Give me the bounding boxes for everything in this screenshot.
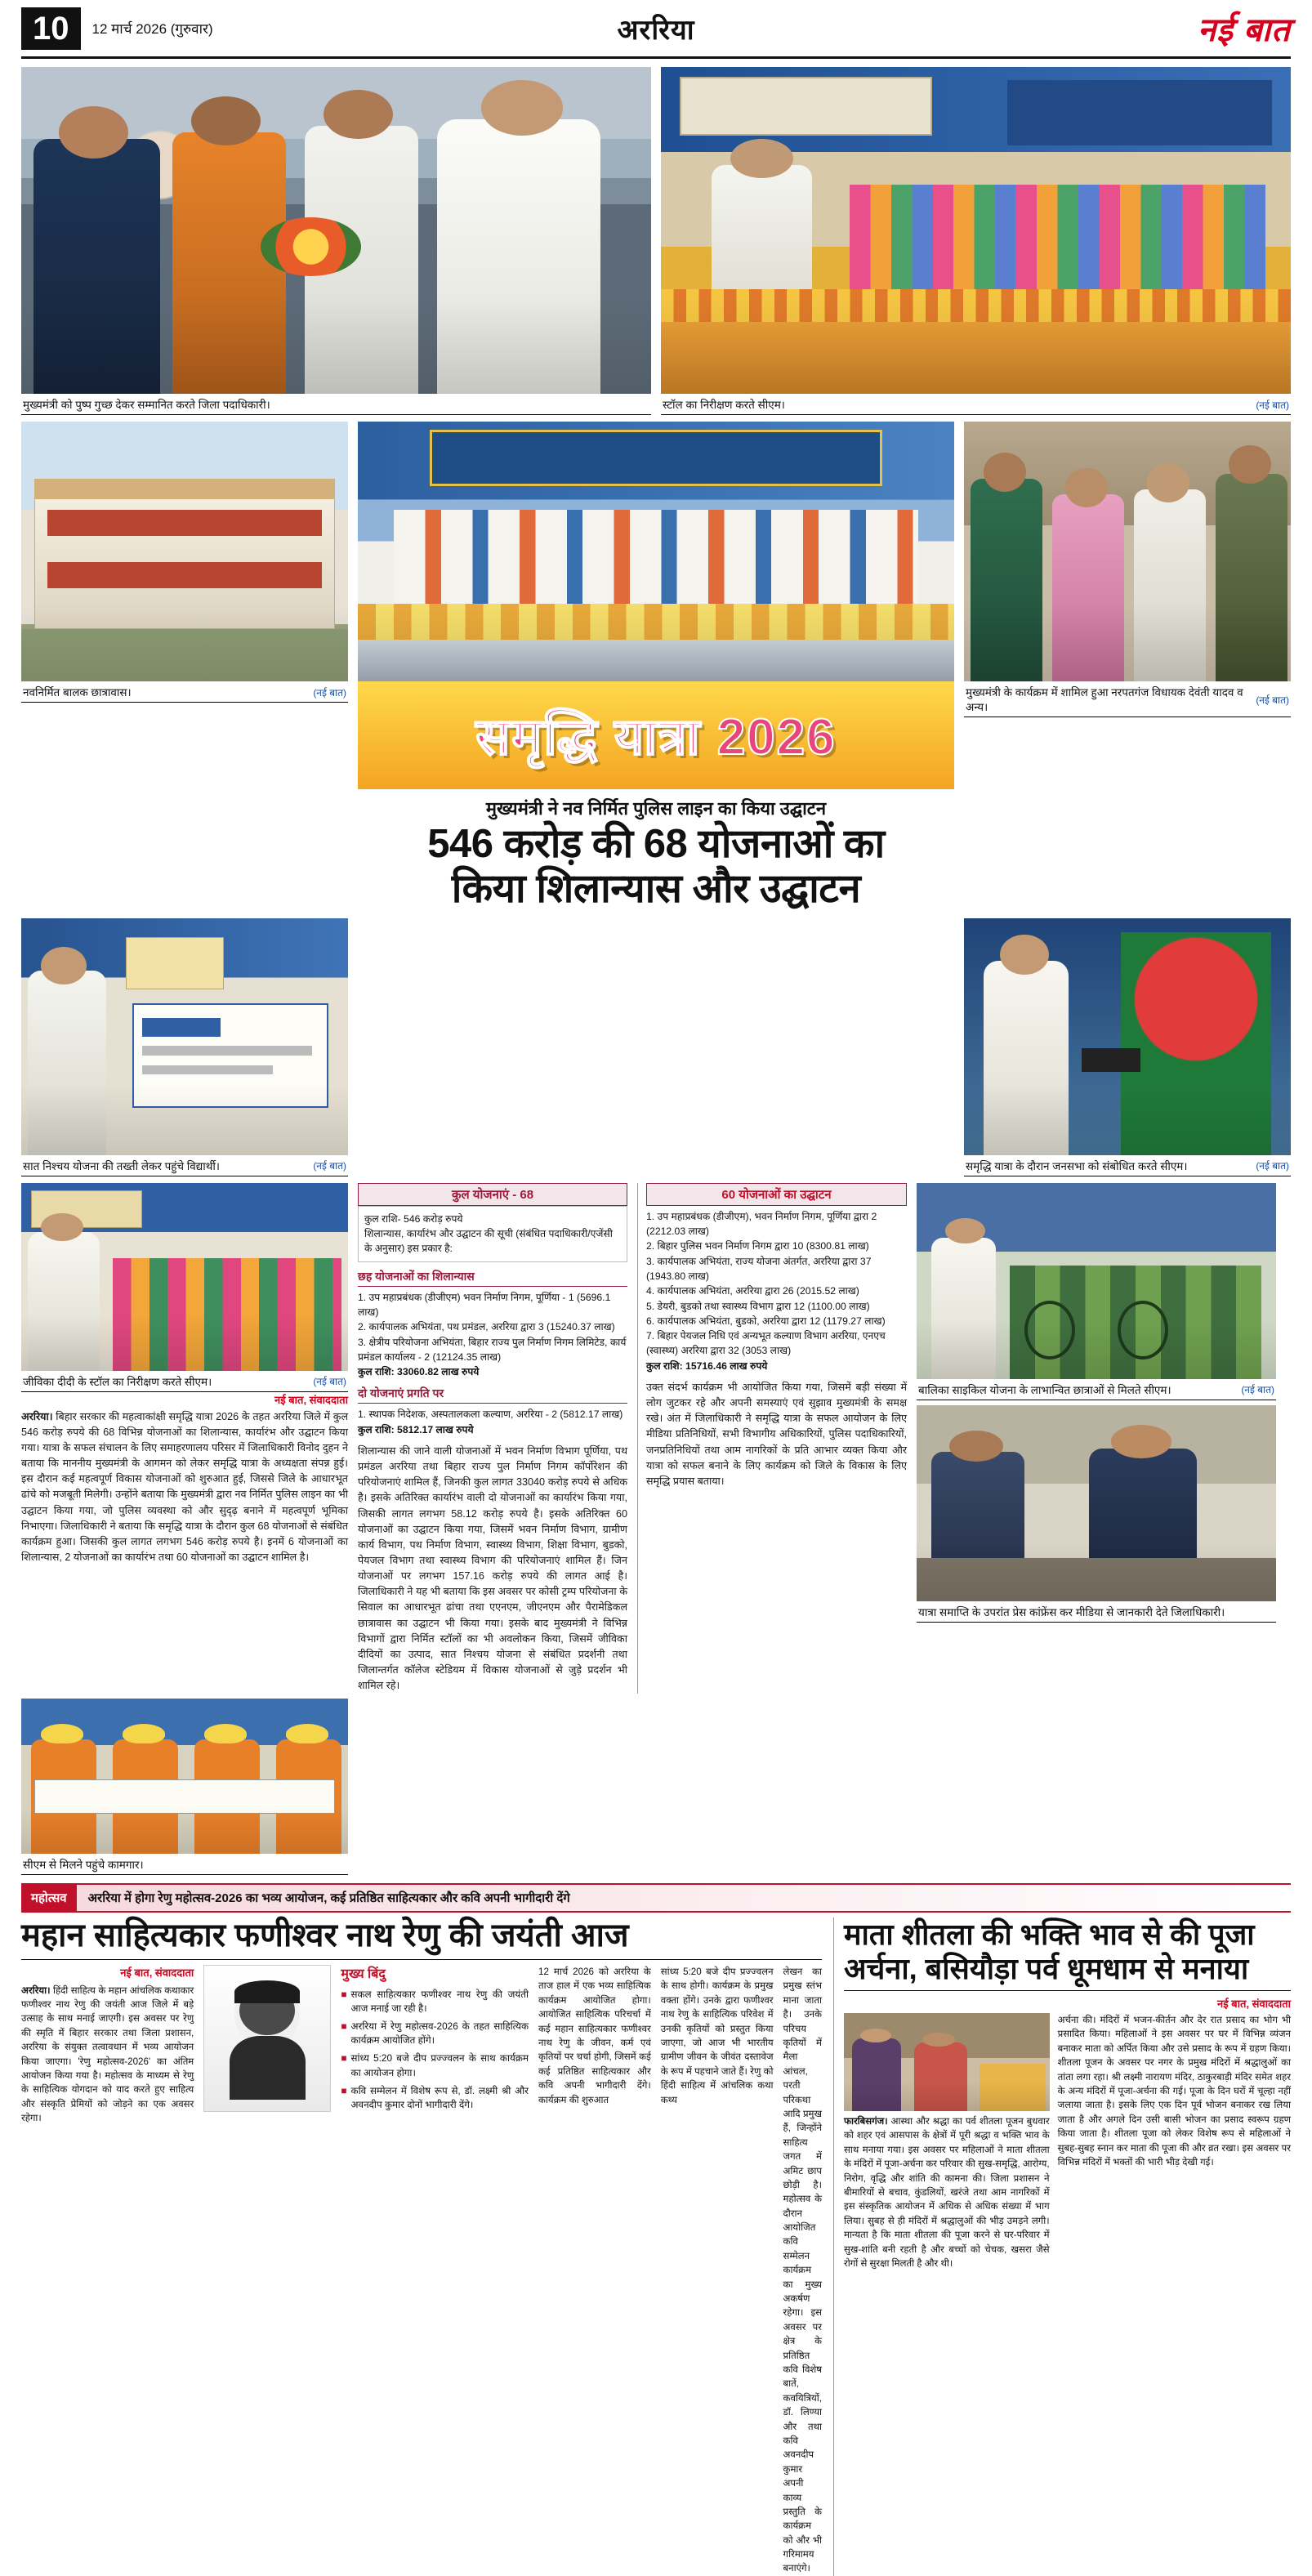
edition-title: अररिया [617,14,695,46]
photo-caption-6: समृद्धि यात्रा के दौरान जनसभा को संबोधित करते सीएम। (नई बात) [964,1155,1291,1176]
bullet-icon: ■ [341,2084,347,2096]
lead-body-a: अररिया। बिहार सरकार की महत्वाकांक्षी समृद्धि यात्रा 2026 के तहत अररिया जिले में कुल 546 करोड़ रुपये की 68 विभिन्न योजनाओं का शिलान्यास, कार्यारंभ और उद्घाटन किया गया। यात्रा के सफल संचालन के लिए समाहरणालय परिसर में जिलाधिकारी विनोद दुहन ने बताया कि माननीय मुख्यमंत्री के आगमन को लेकर समृद्धि यात्रा के अध्यक्षता संपन्न हुई। इस दौरान कई महत्वपूर्ण विकास योजनाओं को शुरुआत हुई, जिससे जिले के आधारभूत ढांचे को मजबूती मिलेगी। उन्होंने बताया कि मुख्यमंत्री द्वारा नव निर्मित पुलिस लाइन का भी उद्घाटन किया गया, जो पुलिस व्यवस्था को और सुदृढ़ बनाने में महत्वपूर्ण भूमिका निभाएगा। जिलाधिकारी ने बताया कि समृद्धि यात्रा के दौरान कुल 68 योजनाओं से संबंधित कार्यक्रम हुआ। जिसकी कुल लागत लगभग 546 करोड़ रुपये है। इनमें 6 योजनाओं का शिलान्यास, 2 योजनाओं का कार्यारंभ तथा 60 योजनाओं का उद्घाटन शामिल है। [21,1410,348,1564]
photo-block-4 [964,422,1291,912]
box-pragati-title: दो योजनाएं प्रगति पर [358,1386,627,1404]
mukhya-bindu-item: ■ अररिया में रेणु महोत्सव-2026 के तहत साहित्यिक कार्यक्रम आयोजित होंगे। [341,2020,529,2047]
story2-dateline: अररिया। [21,1984,51,1996]
lead-body-c: उक्त संदर्भ कार्यक्रम भी आयोजित किया गया, जिसमें बड़ी संख्या में लोग जुटकर रहे और अपनी समस्याएं एवं सुझाव मुख्यमंत्री के समक्ष रखे। अंत में जिलाधिकारी ने समृद्धि यात्रा के सफल आयोजन के लिए मीडिया प्रतिनिधियों, सभी विभागीय अधिकारियों, पुलिस पदाधिकारियों, जनप्रतिनिधियों तथा आम नागरिकों के प्रति आभार व्यक्त किया और यात्रा को सफल बनाने के लिए कार्यक्रम को जिले के विकास के लिए समृद्धि प्रयास बताया। [646,1382,907,1487]
photo-caption-9: सीएम से मिलने पहुंचे कामगार। [21,1854,348,1875]
photo-block-5 [21,918,348,1176]
temple-photo [844,2013,1050,2111]
story3-col1: फारबिसगंज। आस्था और श्रद्धा का पर्व शीतला पूजन बुधवार को शहर एवं आसपास के क्षेत्रों में पूरी श्रद्धा व भक्ति भाव के साथ मनाया गया। इस अवसर पर महिलाओं ने माता शीतला के मंदिरों में पूजा-अर्चना कर परिवार की सुख-समृद्धि, आरोग्य, निरोग, वृद्धि और शांति की कामना की। जिला प्रशासन ने बीमारियों से बचाव, कुंडलियों, खरंजे तथा आम नागरिकों में इस संस्कृतिक आयोजन में अधिक से अधिक संख्या में भाग लिया। सुबह से ही मंदिरों में श्रद्धालुओं की भीड़ उमड़ने लगी। मान्यता है कि माता शीतला की पूजा करने से घर-परिवार में सुख-शांति बनी रहती है और बच्चों को चेचक, खसरा जैसे रोगों से सुरक्षा मिलती है और थी। [844,2116,1050,2269]
mukhya-bindu-item: ■ सांध्य 5:20 बजे दीप प्रज्ज्वलन के साथ कार्यक्रम का आयोजन होगा। [341,2051,529,2079]
photo-image-3 [21,422,348,681]
bullet-icon: ■ [341,2020,347,2033]
story3-headline-1: माता शीतला की भक्ति भाव से की पूजा [844,1917,1255,1952]
story2-byline: नई बात, संवाददाता [120,1967,194,1980]
photo-block-3 [21,422,348,912]
story-col-a [21,1183,348,1694]
bottom-section [21,1917,1291,2576]
lead-kicker: मुख्यमंत्री ने नव निर्मित पुलिस लाइन का किया उद्घाटन [485,798,827,819]
photo-block-6 [964,918,1291,1176]
story-col-b [358,1183,627,1694]
headline-spacer [358,918,954,1176]
photo-image-9 [21,1699,348,1854]
photo-image-4 [964,422,1291,681]
story2-col1: नई बात, संवाददाता अररिया। हिंदी साहित्य के महान आंचलिक कथाकार फणीश्वर नाथ रेणु की जयंती आज जिले में बड़े उत्साह के साथ मनाई जाएगी। इस अवसर पर रेणु की स्मृति में बिहार सरकार तथा जिला प्रशासन, अररिया के संयुक्त तत्वावधान में भव्य आयोजन किया जाएगा। 'रेणु महोत्सव-2026' का अंतिम आयोजन किया गया है। महोत्सव के माध्यम से रेणु के साहित्यिक योगदान को याद करते हुए साहित्य और संस्कृति प्रेमियों को जोड़ने का एक अवसर रहेगा। [21,1967,194,2124]
third-photo-row [21,918,1291,1176]
story3-col2: अर्चना की। मंदिरों में भजन-कीर्तन और देर रात प्रसाद का भोग भी प्रसादित किया। महिलाओं ने इस अवसर पर घर में विभिन्न व्यंजन बनाकर माता को अर्पित किया और उसे प्रसाद के रूप में ग्रहण किया। शीतला पूजन के अवसर पर नगर के प्रमुख मंदिरों में श्रद्धालुओं का तांता लगा रहा। श्री लक्ष्मी नारायण मंदिर, ठाकुरबाड़ी मंदिर समेत शहर के अन्य मंदिरों में पूजा-अर्चना की गई। पूजा के दिन घरों में चूल्हा नहीं जलाया जाता है। इसके लिए एक दिन पूर्व भोजन बनाकर रख लिया जाता है और अगले दिन उसी बासी भोजन का प्रसाद स्वरूप ग्रहण किया जाता है। शीतला पूजा को लेकर विशेष रूप से महिलाओं ने सुबह-सुबह स्नान कर माता की पूजा की और व्रत रखा। इस अवसर पर विभिन्न मंदिरों में भक्तों की भारी भीड़ देखी गई। [1057,2015,1291,2168]
photo-caption-3: नवनिर्मित बालक छात्रावास। (नई बात) [21,681,348,703]
lead-headline-zone [358,789,954,912]
story2-col2: 12 मार्च 2026 को अररिया के ताज हाल में एक भव्य साहित्यिक कार्यक्रम आयोजित होगा। आयोजित साहित्यिक परिचर्चा में कई महान साहित्यकार फणीश्वर नाथ रेणु के जीवन, कर्म एवं कृतियों पर चर्चा होगी, जिसमें कई कई प्रतिष्ठित साहित्यकार और कवि अपनी भागीदारी देंगे। कार्यक्रम की शुरुआत [538,1967,651,2105]
worker-photo-row [21,1699,1291,1875]
banner-title: समृद्धि यात्रा 2026 [475,709,837,766]
lead-byline: नई बात, संवाददाता [274,1393,348,1406]
photo-image-7 [21,1183,348,1371]
photo-image-8 [917,1183,1276,1379]
photo-image-1 [21,67,651,394]
stage-photo-block [358,422,954,912]
mahotsav-strip [21,1883,1291,1913]
box-total-title: कुल योजनाएं - 68 [358,1183,627,1206]
story3-col1-wrap [844,2013,1050,2270]
story-col-c [637,1183,907,1694]
photo-caption-4: मुख्यमंत्री के कार्यक्रम में शामिल हुआ नरपतगंज विधायक देवंती यादव व अन्य। (नई बात) [964,681,1291,717]
box-pragati-body: 1. स्थापक निदेशक, अस्पतालकला कल्याण, अररिया - 2 (5812.17 लाख) कुल राशि: 5812.17 लाख रुपये [358,1409,623,1435]
story2-mukhya-bindu [341,1965,529,2576]
renu-story [21,1917,822,2576]
mukhya-bindu-item: ■ कवि सम्मेलन में विशेष रूप से, डॉ. लक्ष्मी श्री और अवनदीप कुमार दोनों भागीदारी देंगे। [341,2084,529,2112]
lead-story-body [21,1183,1291,1694]
box-udghatan-body: 1. उप महाप्रबंधक (डीजीएम), भवन निर्माण निगम, पूर्णिया द्वारा 2 (2212.03 लाख) 2. बिहार पुलिस भवन निर्माण निगम द्वारा 10 (8300.81 लाख) 3. कार्यपालक अभियंता, राज्य योजना अंतर्गत, अररिया द्वारा 37 (1943.80 लाख) 4. कार्यपालक अभियंता, अररिया द्वारा 26 (2015.52 लाख) 5. डेयरी, बुडको तथा स्वास्थ्य विभाग द्वारा 12 (1100.00 लाख) 6. कार्यपालक अभियंता, बुडको, अररिया द्वारा 12 (1179.27 लाख) 7. बिहार पेयजल निधि एवं अन्यभूत कल्याण विभाग अररिया, एनएच (स्वास्थ्य) अररिया द्वारा 32 (3053 लाख) कुल राशि: 15716.46 लाख रुपये [646,1210,886,1372]
story3-headline-2: अर्चना, बसियौड़ा पर्व धूमधाम से मनाया [844,1951,1249,1985]
story-col-d [917,1183,1276,1694]
story2-col3: सांध्य 5:20 बजे दीप प्रज्ज्वलन के साथ होगी। कार्यक्रम के प्रमुख वक्ता होंगे। उनके द्वारा फणीश्वर नाथ रेणु के साहित्यिक परिवेश में उनकी कृतियों को प्रस्तुत किया जाएगा, जो आज भी भारतीय ग्रामीण जीवन के जीवंत दस्तावेज के रूप में पहचाने जाते हैं। रेणु को हिंदी साहित्य में आंचलिक कथा कथ्य [660,1967,774,2105]
photo-image-2 [661,67,1291,394]
photo-caption-7: जीविका दीदी के स्टॉल का निरीक्षण करते सीएम। (नई बात) [21,1371,348,1392]
second-photo-row [21,422,1291,912]
photo-image-stage [358,422,954,681]
photo-image-5 [21,918,348,1155]
renu-portrait-block [203,1965,331,2576]
strip-text: अररिया में होगा रेणु महोत्सव-2026 का भव्य आयोजन, कई प्रतिष्ठित साहित्यकार और कवि अपनी भागीदारी देंगे [77,1883,1291,1913]
box-total-body: कुल राशि- 546 करोड़ रुपये शिलान्यास, कार्यारंभ और उद्घाटन की सूची (संबंधित पदाधिकारी/एजेंसी के अनुसार) इस प्रकार है: [358,1206,627,1262]
photo-image-6 [964,918,1291,1155]
photo-block-9 [21,1699,348,1875]
box-udghatan-title: 60 योजनाओं का उद्घाटन [646,1183,907,1206]
photo-caption-2: स्टॉल का निरीक्षण करते सीएम। (नई बात) [661,394,1291,415]
sheetla-story [833,1917,1291,2576]
photo-image-10 [917,1405,1276,1601]
lead-headline-2: किया शिलान्यास और उद्घाटन [451,866,861,911]
masthead [21,0,1291,59]
brand-logo: नई बात [1198,12,1291,48]
spacer-block [358,1699,1291,1875]
mukhya-bindu-title: मुख्य बिंदु [341,1967,386,1982]
box-shilanyas-body: 1. उप महाप्रबंधक (डीजीएम) भवन निर्माण निगम, पूर्णिया - 1 (5696.1 लाख) 2. कार्यपालक अभियंता, पथ प्रमंडल, अररिया द्वारा 3 (15240.37 लाख) 3. क्षेत्रीय परियोजना अभियंता, बिहार राज्य पुल निर्माण निगम लिमिटेड, कार्य प्रमंडल कार्यालय - 2 (12124.35 लाख) कुल राशि: 33060.82 लाख रुपये [358,1291,627,1378]
lead-dateline: अररिया। [21,1410,53,1422]
page-number: 10 [21,7,81,50]
story2-columns [21,1965,822,2576]
story3-byline: नई बात, संवाददाता [1217,1998,1291,2011]
story2-headline: महान साहित्यकार फणीश्वर नाथ रेणु की जयंती आज [21,1917,629,1954]
box-shilanyas-title: छह योजनाओं का शिलान्यास [358,1269,627,1287]
samriddhi-yatra-banner [358,681,954,789]
bullet-icon: ■ [341,2052,347,2065]
strip-tag: महोत्सव [21,1883,77,1913]
photo-block-2 [661,67,1291,415]
photo-caption-10: यात्रा समाप्ति के उपरांत प्रेस कांफ्रेंस कर मीडिया से जानकारी देते जिलाधिकारी। [917,1601,1276,1623]
story2-col4: लेखन का प्रमुख स्तंभ माना जाता है। उनके परिचय कृतियों में मैला आंचल, परती परिकथा आदि प्रमुख हैं, जिन्होंने साहित्य जगत में अमिट छाप छोड़ी है। महोत्सव के दौरान आयोजित कवि सम्मेलन कार्यक्रम का मुख्य अकर्षण रहेगा। इस अवसर पर क्षेत्र के प्रतिष्ठित कवि विशेष बातें, कवयित्रियों, डॉ. लिण्या और तथा कवि अवनदीप कुमार अपनी काव्य प्रस्तुति के कार्यक्रम को और भी गरिमामय बनाएंगे। [783,1967,822,2574]
top-photo-row [21,67,1291,415]
photo-caption-5: सात निश्चय योजना की तख्ती लेकर पहुंचे विद्यार्थी। (नई बात) [21,1155,348,1176]
story3-columns [844,2013,1291,2270]
date-label: 12 मार्च 2026 (गुरुवार) [91,21,213,37]
bullet-icon: ■ [341,1989,347,2001]
photo-block-1 [21,67,651,415]
mukhya-bindu-item: ■ सकल साहित्यकार फणीश्वर नाथ रेणु की जयंती आज मनाई जा रही है। [341,1988,529,2016]
photo-caption-1: मुख्यमंत्री को पुष्प गुच्छ देकर सम्मानित करते जिला पदाधिकारी। [21,394,651,415]
lead-body-b: शिलान्यास की जाने वाली योजनाओं में भवन निर्माण विभाग पूर्णिया, पथ प्रमंडल अररिया तथा बिहार राज्य पुल निर्माण निगम कॉर्पोरेशन की परियोजनाएं शामिल हैं, जिनकी कुल लागत 33040 करोड़ रुपये से अधिक है। इसके अतिरिक्त कार्यारंभ वाली दो योजनाओं का कार्यारंभ किया गया, जिसकी लागत लगभग 58.12 करोड़ रुपये है। इसके अतिरिक्त 60 योजनाओं का उद्घाटन किया गया, जिसमें भवन निर्माण विभाग, ग्रामीण कार्य विभाग, पथ निर्माण विभाग, स्वास्थ्य विभाग, शिक्षा विभाग, बुडको, पेयजल विभाग तथा स्वास्थ्य विभाग की परियोजनाएं शामिल हैं। जिन योजनाओं पर लगभग 157.16 करोड़ रुपये की लागत आई है। जिलाधिकारी ने यह भी बताया कि इस अवसर पर कोसी ट्रम्प परियोजना के सिवाल का आधारभूत ढांचा तथा एएनएम, जीएनएम और पैरामेडिकल छात्रावास का उद्घाटन भी किया गया। इसके बाद मुख्यमंत्री ने विभिन्न विभागों द्वारा निर्मित स्टॉलों का भी अवलोकन किया, जिसमें जीविका दीदियों का उत्पाद, सात निश्चय योजना से संबंधित प्रदर्शनी तथा जिलान्तर्गत कॉलेज स्टेडियम में विकास योजनाओं से जुड़े प्रदर्शन भी शामिल रहे। [358,1445,627,1692]
lead-headline-1: 546 करोड़ की 68 योजनाओं का [427,822,885,866]
story3-dateline: फारबिसगंज। [844,2116,888,2127]
renu-portrait [203,1965,331,2112]
photo-caption-8: बालिका साइकिल योजना के लाभान्वित छात्राओं से मिलते सीएम। (नई बात) [917,1379,1276,1400]
